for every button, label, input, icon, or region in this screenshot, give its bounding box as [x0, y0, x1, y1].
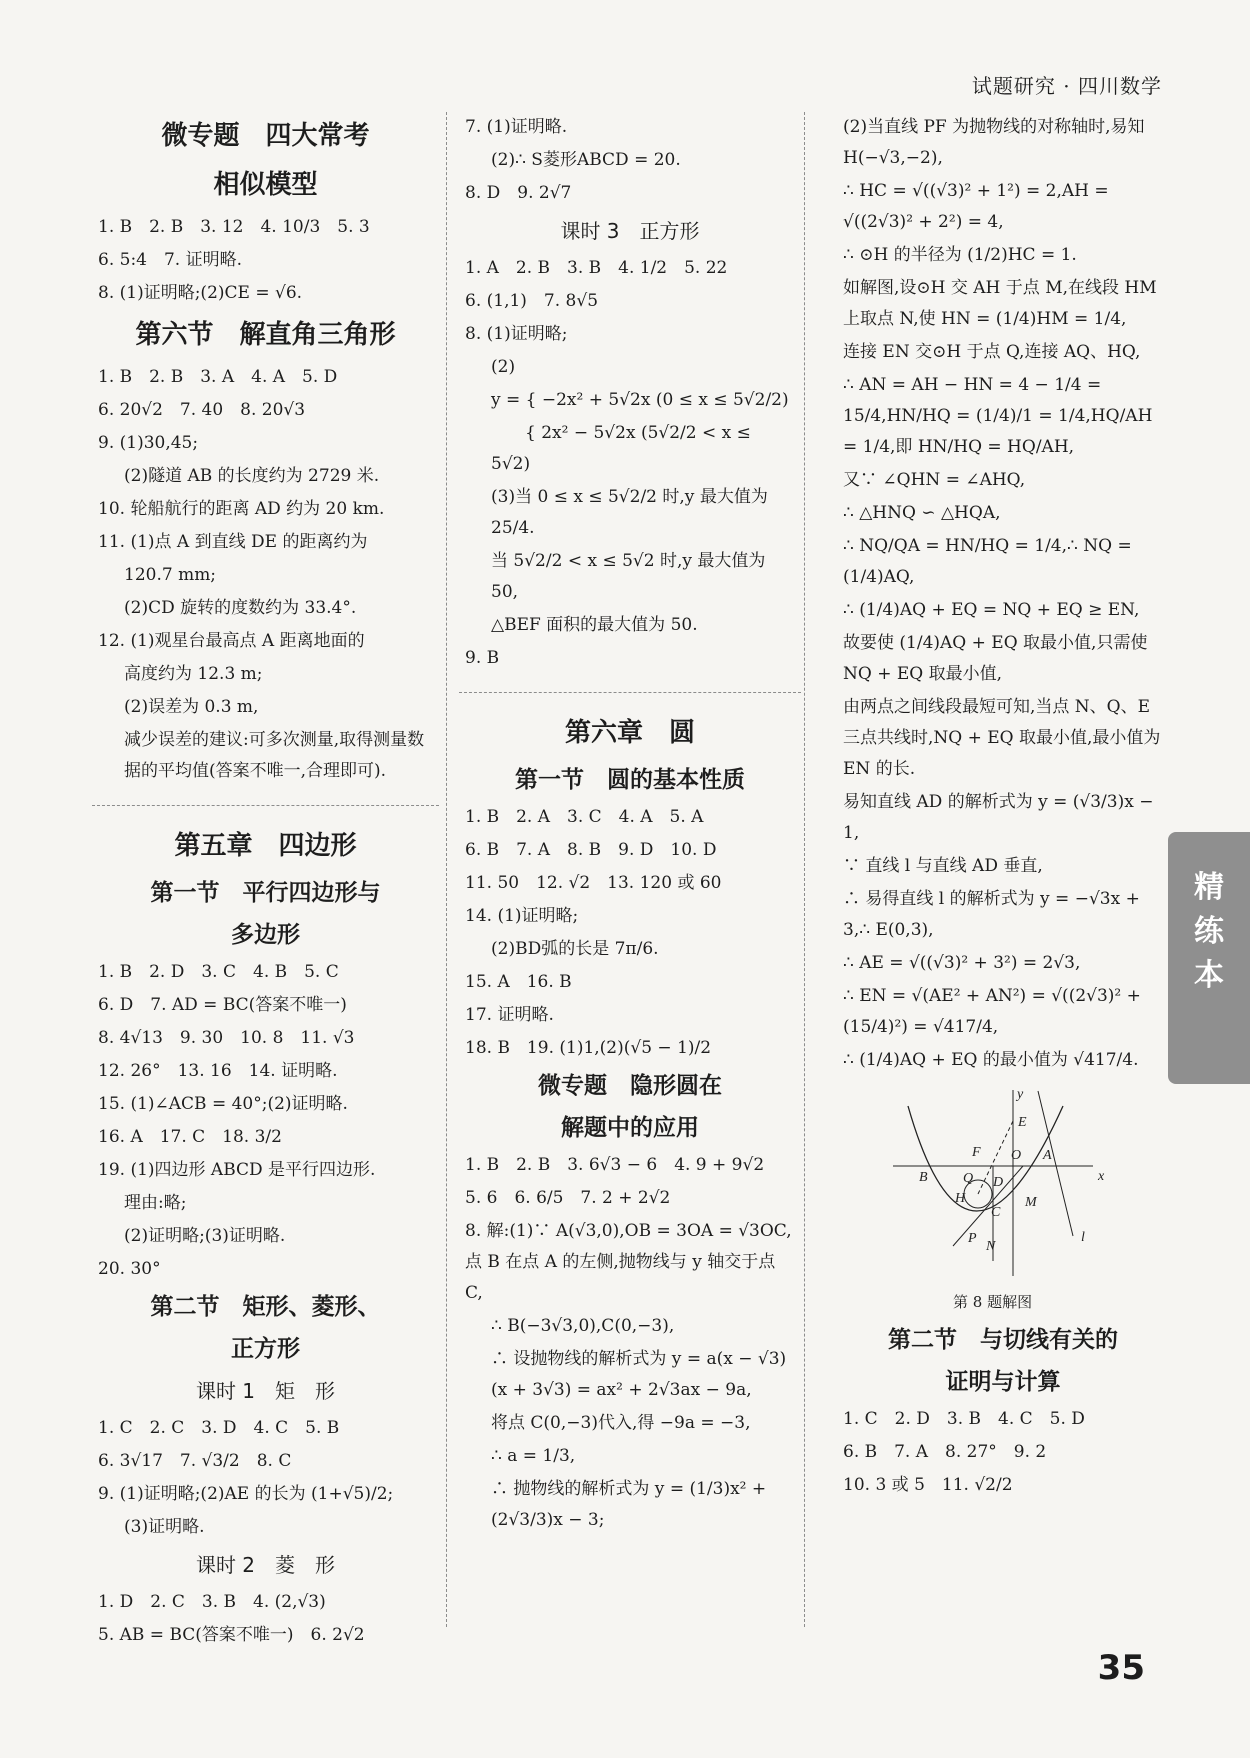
- section-heading: 第二节 矩形、菱形、: [150, 1294, 381, 1320]
- solution-line: ∴ EN = √(AE² + AN²) = √((2√3)² + (15/4)²) = √417/4,: [843, 986, 1141, 1037]
- figure-label: x: [1098, 1169, 1105, 1184]
- answer-line: 9. (1)证明略;(2)AE 的长为 (1+√5)/2;: [98, 1484, 394, 1504]
- section-heading: 微专题 隐形圆在: [538, 1073, 722, 1099]
- answer-line: 8. (1)证明略;: [465, 324, 568, 344]
- answer-continuation: (2)∴ S菱形ABCD = 20.: [491, 150, 681, 170]
- solution-line: 又∵ ∠QHN = ∠AHQ,: [843, 470, 1026, 490]
- answer-continuation: (3)证明略.: [124, 1517, 205, 1537]
- answer-line: 1. B 2. D 3. C 4. B 5. C: [98, 962, 339, 982]
- side-tab-char: 练: [1194, 914, 1224, 949]
- page-number: 35: [1097, 1648, 1145, 1688]
- side-tab-char: 本: [1194, 958, 1224, 993]
- answer-line: 9. B: [465, 648, 500, 668]
- solution-line: ∴ AN = AH − HN = 4 − 1/4 = 15/4,HN/HQ = (1/4)/1 = 1/4,HQ/AH = 1/4,即 HN/HQ = HQ/AH,: [843, 375, 1153, 457]
- section-heading: 课时 1 矩 形: [195, 1379, 336, 1403]
- answer-continuation: 当 5√2/2 < x ≤ 5√2 时,y 最大值为 50,: [491, 551, 766, 602]
- answer-line: 8. D 9. 2√7: [465, 183, 572, 203]
- answer-continuation: (2)隧道 AB 的长度约为 2729 米.: [124, 466, 380, 486]
- solution-line: ∴ ⊙H 的半径为 (1/2)HC = 1.: [843, 245, 1077, 265]
- answer-line: 17. 证明略.: [465, 1005, 554, 1025]
- answer-line: 6. (1,1) 7. 8√5: [465, 291, 599, 311]
- answer-line: 6. 3√17 7. √3/2 8. C: [98, 1451, 292, 1471]
- figure-label: Q: [963, 1171, 974, 1186]
- answer-line: 11. 50 12. √2 13. 120 或 60: [465, 873, 722, 893]
- solution-line: 易知直线 AD 的解析式为 y = (√3/3)x − 1,: [843, 792, 1154, 843]
- answer-line: 19. (1)四边形 ABCD 是平行四边形.: [98, 1160, 376, 1180]
- answer-continuation: ∴ a = 1/3,: [491, 1446, 576, 1466]
- answer-line: 15. A 16. B: [465, 972, 572, 992]
- section-divider: [92, 805, 439, 806]
- answer-line: 8. 4√13 9. 30 10. 8 11. √3: [98, 1028, 355, 1048]
- section-heading: 相似模型: [213, 170, 318, 200]
- solution-line: 连接 EN 交⊙H 于点 Q,连接 AQ、HQ,: [843, 342, 1141, 362]
- answer-line: 8. (1)证明略;(2)CE = √6.: [98, 283, 303, 303]
- solution-line: (2)当直线 PF 为抛物线的对称轴时,易知 H(−√3,−2),: [843, 117, 1145, 168]
- solution-line: ∵ 直线 l 与直线 AD 垂直,: [843, 856, 1043, 876]
- answer-line: 16. A 17. C 18. 3/2: [98, 1127, 282, 1147]
- solution-line: 如解图,设⊙H 交 AH 于点 M,在线段 HM 上取点 N,使 HN = (1/4)HM = 1/4,: [843, 278, 1157, 329]
- answer-line: 1. C 2. D 3. B 4. C 5. D: [843, 1409, 1085, 1429]
- solution-line: ∴ △HNQ ∽ △HQA,: [843, 503, 1001, 523]
- answer-continuation: 将点 C(0,−3)代入,得 −9a = −3,: [491, 1413, 751, 1433]
- answer-continuation: (2): [491, 357, 516, 377]
- section-divider: [459, 692, 801, 693]
- answer-continuation: 高度约为 12.3 m;: [124, 664, 263, 684]
- answer-line: 18. B 19. (1)1,(2)(√5 − 1)/2: [465, 1038, 712, 1058]
- side-tab-char: 精: [1194, 870, 1224, 905]
- solution-line: 8. 解:(1)∵ A(√3,0),OB = 3OA = √3OC,点 B 在点 A 的左侧,抛物线与 y 轴交于点 C,: [465, 1221, 792, 1303]
- answer-line: 20. 30°: [98, 1259, 161, 1279]
- answer-line: 9. (1)30,45;: [98, 433, 199, 453]
- solution-figure: [893, 1086, 1118, 1276]
- parabola-curve: [908, 1106, 1063, 1211]
- column-divider: [804, 112, 805, 1627]
- answer-line: 1. B 2. A 3. C 4. A 5. A: [465, 807, 704, 827]
- section-heading: 多边形: [231, 922, 300, 948]
- figure-label: M: [1025, 1195, 1037, 1210]
- section-heading: 第一节 圆的基本性质: [515, 767, 745, 793]
- answer-continuation: (2)证明略;(3)证明略.: [124, 1226, 286, 1246]
- answer-line: 1. A 2. B 3. B 4. 1/2 5. 22: [465, 258, 728, 278]
- side-tab: [1168, 832, 1250, 1084]
- section-heading: 第一节 平行四边形与: [150, 880, 381, 906]
- answer-column-3: [843, 110, 1163, 1503]
- solution-line: ∴ 易得直线 l 的解析式为 y = −√3x + 3,∴ E(0,3),: [843, 889, 1140, 940]
- solution-line: 故要使 (1/4)AQ + EQ 取最小值,只需使 NQ + EQ 取最小值,: [843, 633, 1148, 684]
- answer-continuation: △BEF 面积的最大值为 50.: [491, 615, 698, 635]
- answer-continuation: (2)误差为 0.3 m,: [124, 697, 259, 717]
- section-heading: 课时 2 菱 形: [195, 1553, 336, 1577]
- answer-line: 6. B 7. A 8. 27° 9. 2: [843, 1442, 1047, 1462]
- answer-line: 6. 5:4 7. 证明略.: [98, 250, 243, 270]
- section-heading: 第二节 与切线有关的: [888, 1327, 1118, 1353]
- answer-continuation: y = { −2x² + 5√2x (0 ≤ x ≤ 5√2/2): [491, 390, 789, 410]
- solution-line: ∴ (1/4)AQ + EQ 的最小值为 √417/4.: [843, 1050, 1139, 1070]
- answer-continuation: { 2x² − 5√2x (5√2/2 < x ≤ 5√2): [491, 423, 751, 474]
- figure-label: H: [955, 1191, 966, 1206]
- answer-line: 12. (1)观星台最高点 A 距离地面的: [98, 631, 365, 651]
- answer-line: 1. B 2. B 3. 6√3 − 6 4. 9 + 9√2: [465, 1155, 765, 1175]
- figure-label: y: [1017, 1087, 1024, 1102]
- answer-line: 15. (1)∠ACB = 40°;(2)证明略.: [98, 1094, 348, 1114]
- figure-caption: 第 8 题解图: [953, 1293, 1033, 1311]
- answer-line: 14. (1)证明略;: [465, 906, 579, 926]
- section-heading: 证明与计算: [945, 1369, 1061, 1395]
- answer-line: 1. D 2. C 3. B 4. (2,√3): [98, 1592, 326, 1612]
- solution-line: 由两点之间线段最短可知,当点 N、Q、E 三点共线时,NQ + EQ 取最小值,最小值为 EN 的长.: [843, 697, 1161, 779]
- figure-label: B: [919, 1170, 928, 1185]
- running-header: 试题研究 · 四川数学: [971, 74, 1162, 98]
- section-heading: 微专题 四大常考: [161, 121, 370, 151]
- figure-label: C: [991, 1205, 1001, 1220]
- figure-label: N: [986, 1239, 996, 1254]
- section-heading: 解题中的应用: [561, 1115, 699, 1141]
- answer-continuation: (3)当 0 ≤ x ≤ 5√2/2 时,y 最大值为 25/4.: [491, 487, 768, 538]
- figure-label: O: [1011, 1148, 1022, 1163]
- solution-line: ∴ (1/4)AQ + EQ = NQ + EQ ≥ EN,: [843, 600, 1140, 620]
- answer-continuation: (2)BD弧的长是 7π/6.: [491, 939, 659, 959]
- figure-label: P: [968, 1231, 977, 1246]
- answer-line: 12. 26° 13. 16 14. 证明略.: [98, 1061, 338, 1081]
- answer-continuation: 理由:略;: [124, 1193, 187, 1213]
- answer-continuation: ∴ 设抛物线的解析式为 y = a(x − √3)(x + 3√3) = ax² + 2√3ax − 9a,: [491, 1349, 787, 1400]
- answer-line: 5. 6 6. 6/5 7. 2 + 2√2: [465, 1188, 671, 1208]
- line-l: [1038, 1091, 1073, 1236]
- answer-line: 7. (1)证明略.: [465, 117, 568, 137]
- answer-line: 6. 20√2 7. 40 8. 20√3: [98, 400, 306, 420]
- section-heading: 第五章 四边形: [174, 831, 357, 861]
- answer-continuation: (2)CD 旋转的度数约为 33.4°.: [124, 598, 357, 618]
- section-heading: 正方形: [231, 1336, 300, 1362]
- section-heading: 第六节 解直角三角形: [135, 320, 396, 350]
- figure-label: F: [972, 1145, 981, 1160]
- answer-continuation: ∴ 抛物线的解析式为 y = (1/3)x² + (2√3/3)x − 3;: [491, 1479, 767, 1530]
- answer-line: 5. AB = BC(答案不唯一) 6. 2√2: [98, 1625, 365, 1645]
- section-heading: 第六章 圆: [564, 718, 695, 748]
- solution-line: ∴ NQ/QA = HN/HQ = 1/4,∴ NQ = (1/4)AQ,: [843, 536, 1132, 587]
- column-divider: [446, 112, 447, 1627]
- answer-column-2: [465, 110, 795, 1538]
- answer-line: 1. B 2. B 3. 12 4. 10/3 5. 3: [98, 217, 370, 237]
- solution-line: ∴ HC = √((√3)² + 1²) = 2,AH = √((2√3)² + 2²) = 4,: [843, 181, 1109, 232]
- answer-line: 1. C 2. C 3. D 4. C 5. B: [98, 1418, 340, 1438]
- figure-label: D: [993, 1175, 1004, 1190]
- answer-column-1: [98, 110, 433, 1653]
- answer-continuation: ∴ B(−3√3,0),C(0,−3),: [491, 1316, 675, 1336]
- answer-line: 6. D 7. AD = BC(答案不唯一): [98, 995, 347, 1015]
- section-heading: 课时 3 正方形: [560, 219, 700, 243]
- answer-line: 10. 3 或 5 11. √2/2: [843, 1475, 1013, 1495]
- figure-label: E: [1018, 1115, 1027, 1130]
- answer-continuation: 120.7 mm;: [124, 565, 217, 585]
- figure-label: A: [1043, 1148, 1052, 1163]
- answer-line: 6. B 7. A 8. B 9. D 10. D: [465, 840, 717, 860]
- answer-line: 10. 轮船航行的距离 AD 约为 20 km.: [98, 499, 385, 519]
- solution-line: ∴ AE = √((√3)² + 3²) = 2√3,: [843, 953, 1081, 973]
- answer-continuation: 减少误差的建议:可多次测量,取得测量数据的平均值(答案不唯一,合理即可).: [124, 730, 425, 781]
- answer-line: 11. (1)点 A 到直线 DE 的距离约为: [98, 532, 368, 552]
- answer-line: 1. B 2. B 3. A 4. A 5. D: [98, 367, 338, 387]
- figure-label: l: [1081, 1230, 1085, 1245]
